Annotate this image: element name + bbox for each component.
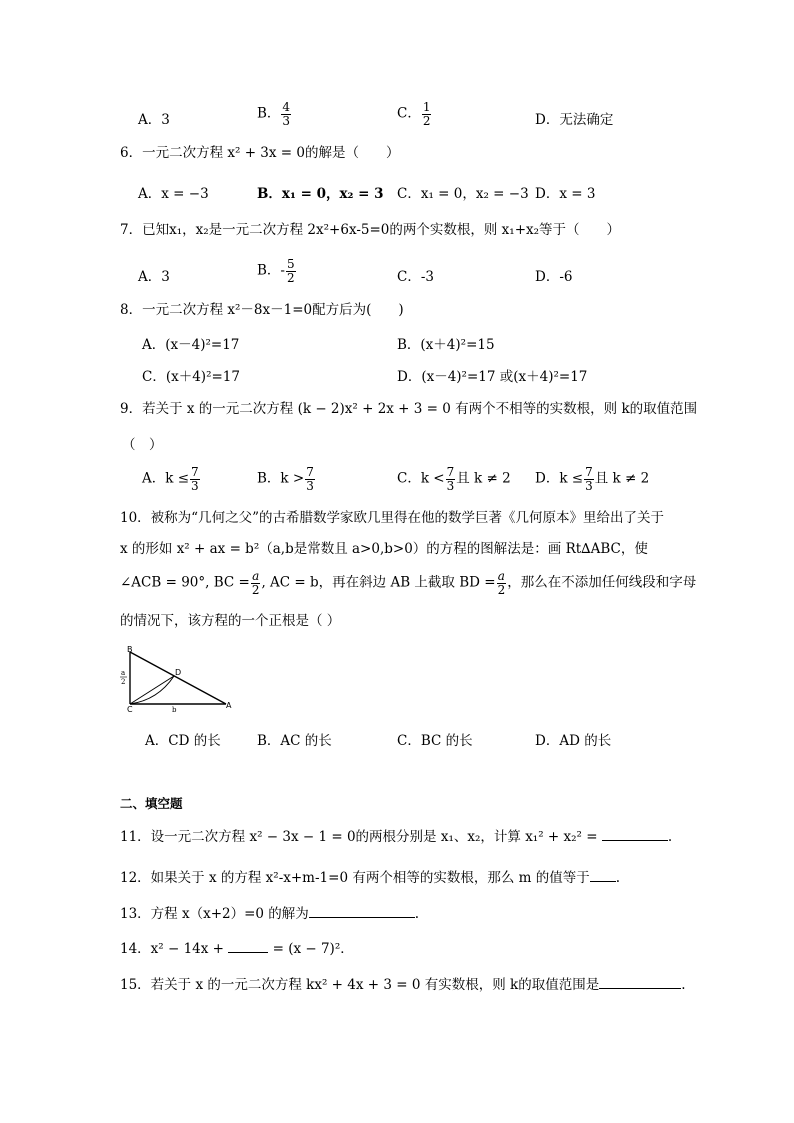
q9-stem: 9．若关于 x 的一元二次方程 (k − 2)x² + 2x + 3 = 0 有两个不相等的实数根，则 k的取值范围	[120, 401, 698, 417]
q7-option-b: B．- $\frac{5}{2}$	[257, 257, 295, 285]
q6-option-d: D．x = 3	[535, 186, 596, 202]
q14: 14．x² − 14x + = (x − 7)²．	[120, 941, 354, 957]
q5-option-d: D．无法确定	[535, 112, 614, 128]
fig-label-d: D	[175, 668, 182, 677]
q7-stem: 7．已知x₁，x₂是一元二次方程 2x²+6x-5=0的两个实数根，则 x₁+x₂等于（ ）	[120, 222, 621, 238]
q10-line4: 的情况下，该方程的一个正根是（ ）	[120, 613, 341, 629]
q10-option-b: B．AC 的长	[257, 733, 332, 749]
q6-option-b: B．x₁ = 0，x₂ = 3	[257, 186, 384, 202]
fig-label-a: A	[226, 701, 232, 710]
q13-blank[interactable]	[309, 916, 415, 918]
q7-option-a: A．3	[138, 269, 170, 285]
q8-stem: 8．一元二次方程 x²－8x－1=0配方后为( )	[120, 302, 404, 318]
q9-option-b: B．k > $\frac{7}{3}$	[257, 465, 314, 493]
fig-label-c: C	[127, 705, 133, 714]
q6-option-a: A．x = −3	[138, 186, 209, 202]
q5-option-b: B． $\frac{4}{3}$	[257, 100, 291, 128]
q10-line1: 10．被称为“几何之父”的古希腊数学家欧几里得在他的数学巨著《几何原本》里给出了关于	[120, 510, 664, 526]
fig-label-side-den: 2	[121, 678, 126, 686]
fig-label-side-num: a	[121, 669, 126, 677]
q10-line3: ∠ACB = 90°, BC = $\frac{a}{2}$ , AC = b，再在斜边 AB 上截取 BD = $\frac{a}{2}$ ，那么在不添加任何线段和字母	[120, 569, 697, 597]
q14-blank[interactable]	[228, 951, 268, 953]
q6-stem: 6．一元二次方程 x² + 3x = 0的解是（ ）	[120, 145, 400, 161]
q8-option-a: A．(x－4)²=17	[142, 337, 240, 353]
q12-blank[interactable]	[590, 880, 616, 882]
q8-option-c: C．(x＋4)²=17	[142, 369, 240, 385]
q8-option-b: B．(x＋4)²=15	[397, 337, 495, 353]
q9-option-a: A．k ≤ $\frac{7}{3}$	[142, 465, 199, 493]
q6-option-c: C．x₁ = 0，x₂ = −3	[397, 186, 529, 202]
q15-blank[interactable]	[599, 987, 681, 989]
q10-triangle-figure	[118, 642, 236, 714]
q10-option-a: A．CD 的长	[145, 733, 221, 749]
q11: 11．设一元二次方程 x² − 3x − 1 = 0的两根分别是 x₁、x₂，计算 x₁² + x₂² = .	[120, 829, 673, 845]
q13: 13．方程 x（x+2）=0 的解为 .	[120, 906, 420, 922]
q10-line2: x 的形如 x² + ax = b²（a,b是常数且 a>0,b>0）的方程的图解法是：画 Rt∆ABC，使	[120, 541, 648, 557]
fig-label-b-side: b	[172, 706, 177, 714]
q11-blank[interactable]	[602, 839, 668, 841]
fig-label-b: B	[127, 645, 133, 654]
q5-option-a: A．3	[138, 112, 170, 128]
q10-option-d: D．AD 的长	[535, 733, 612, 749]
q7-option-c: C．-3	[397, 269, 434, 285]
q10-option-c: C．BC 的长	[397, 733, 473, 749]
q5-option-c: C． $\frac{1}{2}$	[397, 100, 431, 128]
q9-option-c: C．k < $\frac{7}{3}$ 且 k ≠ 2	[397, 465, 511, 493]
q9-option-d: D．k ≤ $\frac{7}{3}$ 且 k ≠ 2	[535, 465, 650, 493]
q15: 15．若关于 x 的一元二次方程 kx² + 4x + 3 = 0 有实数根，则 k的取值范围是 .	[120, 977, 686, 993]
q8-option-d: D．(x－4)²=17 或(x＋4)²=17	[397, 369, 588, 385]
q12: 12．如果关于 x 的方程 x²-x+m-1=0 有两个相等的实数根，那么 m 的值等于 .	[120, 870, 621, 886]
q9-paren: （ ）	[122, 437, 163, 453]
section-title-fill-in: 二、填空题	[120, 796, 183, 811]
q7-option-d: D．-6	[535, 269, 573, 285]
